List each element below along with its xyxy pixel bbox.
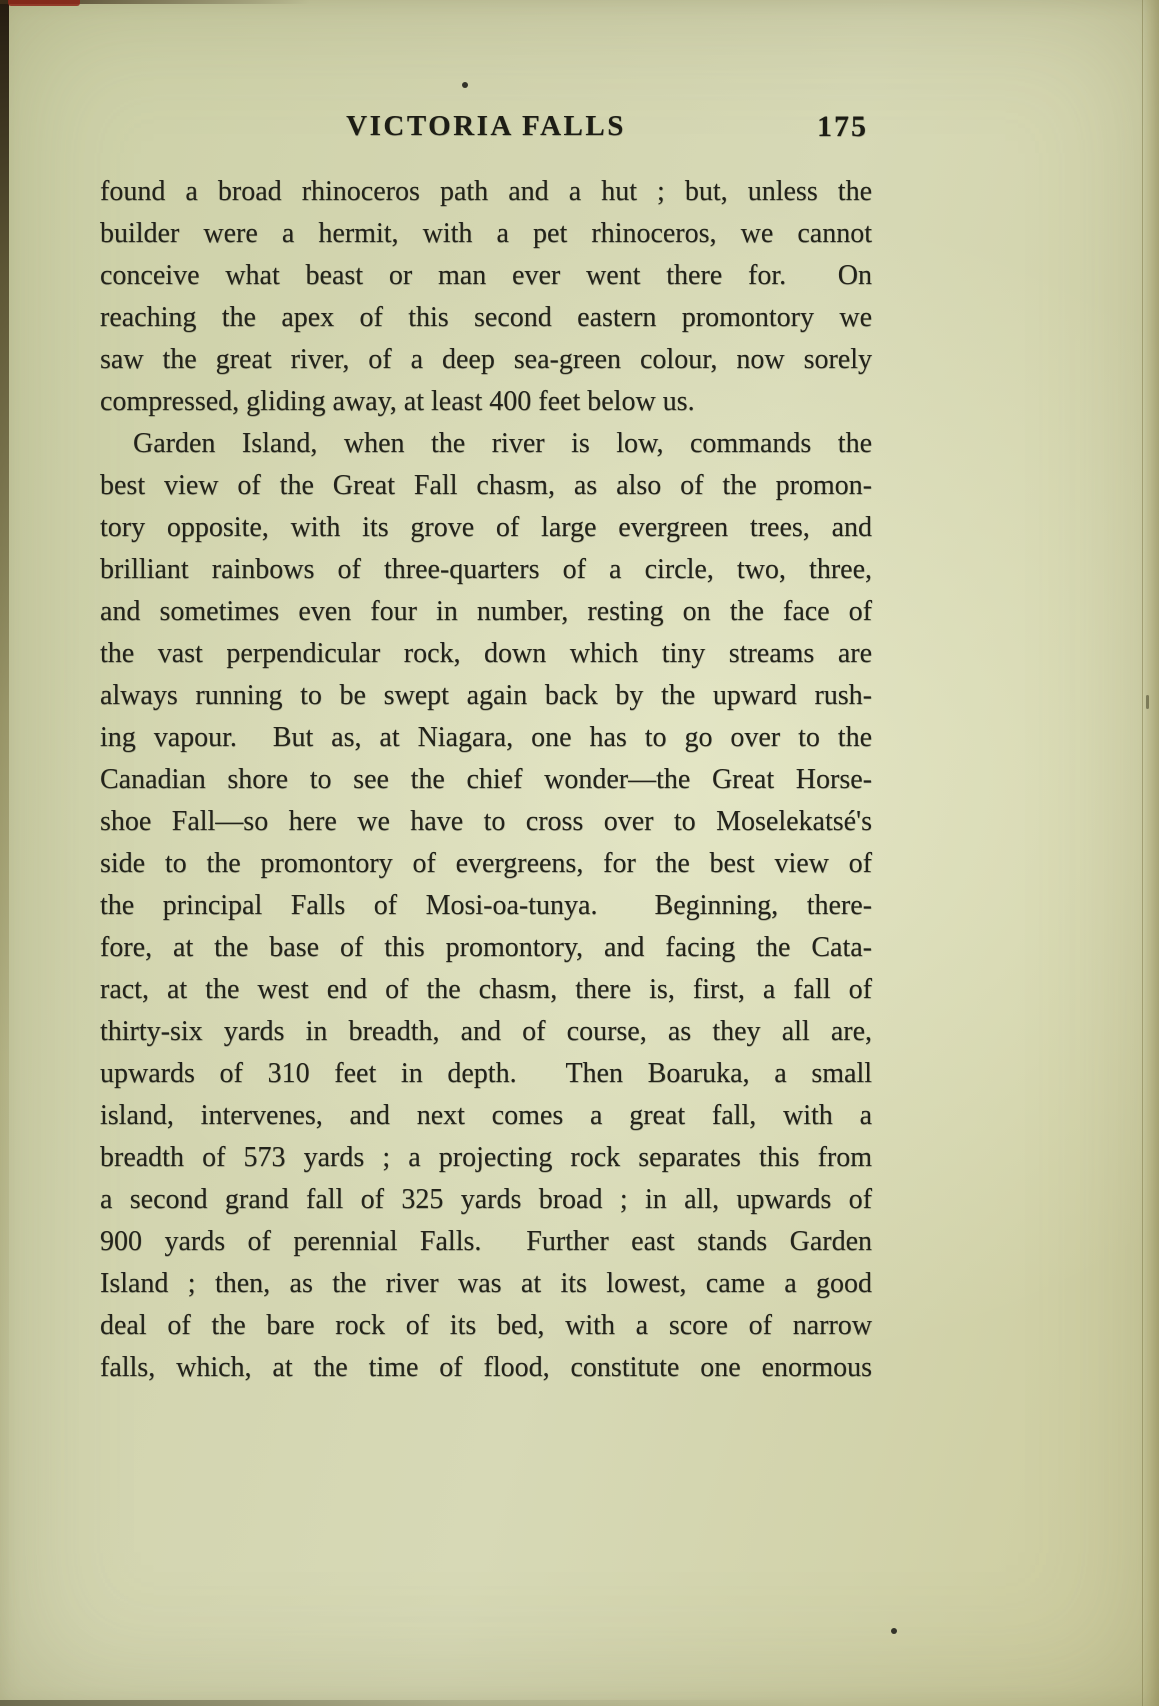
- text-line: fore, at the base of this promontory, and facing the Cata-: [100, 932, 872, 963]
- text-line: falls, which, at the time of flood, constitute one enormous: [100, 1352, 872, 1383]
- text-line: always running to be swept again back by the upward rush-: [100, 680, 872, 711]
- text-line: ing vapour. But as, at Niagara, one has to go over to the: [100, 722, 872, 753]
- text-line: island, intervenes, and next comes a great fall, with a: [100, 1100, 872, 1131]
- text-line: ract, at the west end of the chasm, there is, first, a fall of: [100, 974, 872, 1005]
- ink-speck: [462, 82, 468, 88]
- text-line: saw the great river, of a deep sea-green colour, now sorely: [100, 344, 872, 375]
- text-line: builder were a hermit, with a pet rhinoceros, we cannot: [100, 218, 872, 249]
- text-line: Island ; then, as the river was at its lowest, came a good: [100, 1268, 872, 1299]
- page-title: VICTORIA FALLS: [346, 110, 626, 142]
- text-line: thirty-six yards in breadth, and of course, as they all are,: [100, 1016, 872, 1047]
- page-number: 175: [817, 110, 868, 143]
- text-line: and sometimes even four in number, resting on the face of: [100, 596, 872, 627]
- text-line: side to the promontory of evergreens, for the best view of: [100, 848, 872, 879]
- text-line: reaching the apex of this second eastern promontory we: [100, 302, 872, 333]
- text-line: brilliant rainbows of three-quarters of a circle, two, three,: [100, 554, 872, 585]
- text-line: the principal Falls of Mosi-oa-tunya. Beginning, there-: [100, 890, 872, 921]
- text-line: best view of the Great Fall chasm, as also of the promon-: [100, 470, 872, 501]
- text-line: 900 yards of perennial Falls. Further east stands Garden: [100, 1226, 872, 1257]
- running-head: [100, 110, 872, 154]
- text-line: found a broad rhinoceros path and a hut ; but, unless the: [100, 176, 872, 207]
- text-line: deal of the bare rock of its bed, with a score of narrow: [100, 1310, 872, 1341]
- text-line: Canadian shore to see the chief wonder—the Great Horse-: [100, 764, 872, 795]
- ink-speck: [1146, 695, 1149, 709]
- body-text: [100, 171, 872, 1389]
- binding-mark: [8, 0, 80, 6]
- text-line: breadth of 573 yards ; a projecting rock separates this from: [100, 1142, 872, 1173]
- page-edge-shadow-left: [0, 0, 9, 1706]
- text-line: shoe Fall—so here we have to cross over to Moselekatsé's: [100, 806, 872, 837]
- text-line: upwards of 310 feet in depth. Then Boaruka, a small: [100, 1058, 872, 1089]
- text-line: the vast perpendicular rock, down which tiny streams are: [100, 638, 872, 669]
- ink-speck: [891, 1628, 897, 1634]
- text-line: tory opposite, with its grove of large evergreen trees, and: [100, 512, 872, 543]
- text-line: Garden Island, when the river is low, commands the: [133, 428, 872, 459]
- page-edge-shadow-bottom: [0, 1700, 1159, 1706]
- page-edge-shadow-right: [1142, 0, 1159, 1706]
- text-line: compressed, gliding away, at least 400 feet below us.: [100, 386, 695, 417]
- text-line: conceive what beast or man ever went there for. On: [100, 260, 872, 291]
- text-line: a second grand fall of 325 yards broad ; in all, upwards of: [100, 1184, 872, 1215]
